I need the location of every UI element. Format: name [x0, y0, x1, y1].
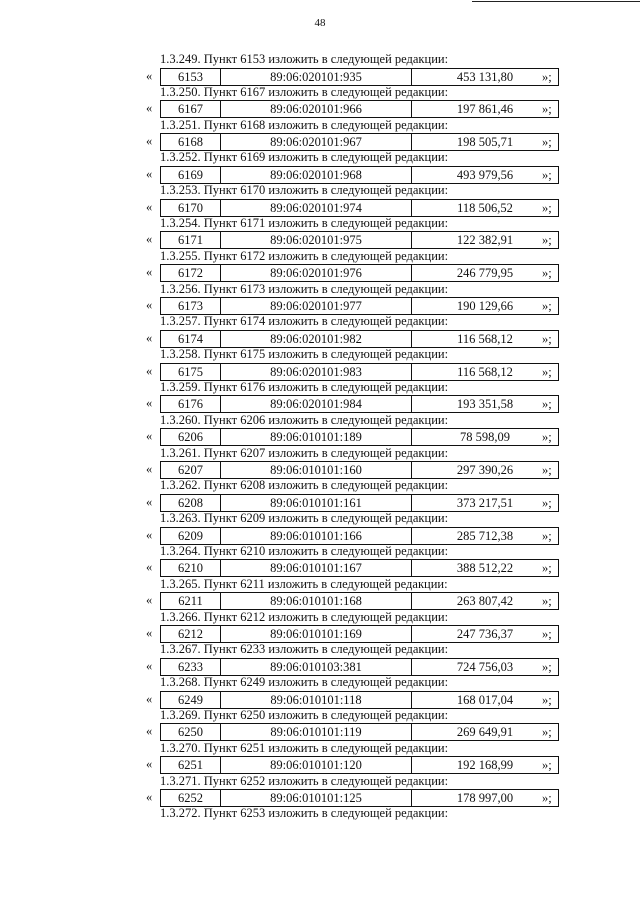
replacement-row	[142, 199, 562, 216]
opening-quote: «	[146, 790, 153, 805]
item-number-cell: 6173	[161, 298, 221, 314]
amendment-item	[0, 741, 640, 774]
table-row	[160, 428, 559, 446]
table-row	[160, 100, 559, 118]
clause-text: 1.3.254. Пункт 6171 изложить в следующей редакции:	[160, 215, 449, 230]
clause-text: 1.3.255. Пункт 6172 изложить в следующей редакции:	[160, 248, 449, 263]
cadastral-number-cell: 89:06:010101:160	[221, 462, 412, 478]
opening-quote: «	[146, 527, 153, 542]
cadastral-number-cell: 89:06:010101:167	[221, 560, 412, 576]
closing-quote: »;	[542, 299, 552, 314]
table-row	[160, 461, 559, 479]
clause-text: 1.3.268. Пункт 6249 изложить в следующей редакции:	[160, 675, 449, 690]
opening-quote: «	[146, 691, 153, 706]
replacement-row	[142, 330, 562, 347]
amendment-item	[0, 249, 640, 282]
item-number-cell: 6208	[161, 495, 221, 511]
item-number-cell: 6153	[161, 69, 221, 85]
item-number-cell: 6174	[161, 331, 221, 347]
closing-quote: »;	[542, 102, 552, 117]
closing-quote: »;	[542, 659, 552, 674]
cadastral-number-cell: 89:06:020101:968	[221, 167, 412, 183]
top-rule	[472, 1, 640, 2]
amount-cell: 285 712,38	[456, 528, 514, 543]
clause-text: 1.3.261. Пункт 6207 изложить в следующей редакции:	[160, 445, 449, 460]
replacement-row	[142, 625, 562, 642]
document-body	[0, 52, 640, 839]
clause-text: 1.3.249. Пункт 6153 изложить в следующей редакции:	[160, 52, 449, 66]
clause-text: 1.3.271. Пункт 6252 изложить в следующей редакции:	[160, 773, 449, 788]
replacement-row	[142, 363, 562, 380]
amount-cell: 493 979,56	[456, 167, 514, 182]
table-row	[160, 756, 559, 774]
closing-quote: »;	[542, 364, 552, 379]
table-row	[160, 231, 559, 249]
item-number-cell: 6211	[161, 593, 221, 609]
replacement-row	[142, 297, 562, 314]
clause-text: 1.3.266. Пункт 6212 изложить в следующей редакции:	[160, 609, 449, 624]
cadastral-number-cell: 89:06:010101:166	[221, 528, 412, 544]
opening-quote: «	[146, 429, 153, 444]
item-number-cell: 6175	[161, 364, 221, 380]
opening-quote: «	[146, 166, 153, 181]
amount-cell: 116 568,12	[457, 364, 513, 379]
clause-text: 1.3.264. Пункт 6210 изложить в следующей редакции:	[160, 543, 449, 558]
clause-text: 1.3.256. Пункт 6173 изложить в следующей редакции:	[160, 281, 449, 296]
clause-text: 1.3.251. Пункт 6168 изложить в следующей редакции:	[160, 117, 449, 132]
clause-text: 1.3.258. Пункт 6175 изложить в следующей редакции:	[160, 347, 449, 362]
replacement-row	[142, 527, 562, 544]
item-number-cell: 6252	[161, 790, 221, 806]
amendment-item	[0, 282, 640, 315]
cadastral-number-cell: 89:06:010101:120	[221, 757, 412, 773]
opening-quote: «	[146, 396, 153, 411]
table-row	[160, 363, 559, 381]
closing-quote: »;	[542, 331, 552, 346]
closing-quote: »;	[542, 495, 552, 510]
replacement-row	[142, 68, 562, 85]
amount-cell: 724 756,03	[456, 659, 514, 674]
opening-quote: «	[146, 330, 153, 345]
replacement-row	[142, 428, 562, 445]
amount-cell: 269 649,91	[456, 725, 514, 740]
amount-cell: 197 861,46	[456, 102, 514, 117]
amendment-list	[0, 52, 640, 806]
amount-cell: 118 506,52	[457, 200, 513, 215]
closing-quote: »;	[542, 791, 552, 806]
item-number-cell: 6168	[161, 134, 221, 150]
amount-cell: 247 736,37	[456, 627, 514, 642]
replacement-row	[142, 658, 562, 675]
table-row	[160, 723, 559, 741]
cadastral-number-cell: 89:06:010101:125	[221, 790, 412, 806]
cadastral-number-cell: 89:06:020101:983	[221, 364, 412, 380]
closing-quote: »;	[542, 397, 552, 412]
closing-quote: »;	[542, 167, 552, 182]
clause-text: 1.3.263. Пункт 6209 изложить в следующей редакции:	[160, 511, 449, 526]
clause-text: 1.3.257. Пункт 6174 изложить в следующей редакции:	[160, 314, 449, 329]
cadastral-number-cell: 89:06:010101:161	[221, 495, 412, 511]
amendment-item	[0, 610, 640, 643]
item-number-cell: 6210	[161, 560, 221, 576]
table-row	[160, 264, 559, 282]
opening-quote: «	[146, 363, 153, 378]
cadastral-number-cell: 89:06:020101:974	[221, 200, 412, 216]
clause-text: 1.3.260. Пункт 6206 изложить в следующей редакции:	[160, 412, 449, 427]
amendment-item	[0, 544, 640, 577]
table-row	[160, 494, 559, 512]
opening-quote: «	[146, 298, 153, 313]
opening-quote: «	[146, 462, 153, 477]
closing-quote: »;	[542, 627, 552, 642]
item-number-cell: 6172	[161, 265, 221, 281]
opening-quote: «	[146, 560, 153, 575]
closing-quote: »;	[542, 758, 552, 773]
cadastral-number-cell: 89:06:010101:189	[221, 429, 412, 445]
opening-quote: «	[146, 134, 153, 149]
opening-quote: «	[146, 494, 153, 509]
clause-text: 1.3.259. Пункт 6176 изложить в следующей редакции:	[160, 379, 449, 394]
amendment-item	[0, 642, 640, 675]
amendment-item	[0, 478, 640, 511]
closing-quote: »;	[542, 430, 552, 445]
amount-cell: 116 568,12	[457, 331, 513, 346]
table-row	[160, 625, 559, 643]
amount-cell: 388 512,22	[456, 561, 514, 576]
opening-quote: «	[146, 265, 153, 280]
amendment-item	[0, 150, 640, 183]
item-number-cell: 6206	[161, 429, 221, 445]
opening-quote: «	[146, 724, 153, 739]
amendment-item	[0, 118, 640, 151]
opening-quote: «	[146, 68, 153, 83]
opening-quote: «	[146, 757, 153, 772]
table-row	[160, 297, 559, 315]
clause-text: 1.3.252. Пункт 6169 изложить в следующей редакции:	[160, 150, 449, 165]
amendment-item	[0, 347, 640, 380]
clause-text: 1.3.265. Пункт 6211 изложить в следующей редакции:	[160, 576, 448, 591]
amount-cell: 78 598,09	[460, 430, 510, 445]
amendment-item	[0, 380, 640, 413]
amount-cell: 373 217,51	[456, 495, 514, 510]
amendment-item	[0, 577, 640, 610]
table-row	[160, 395, 559, 413]
table-row	[160, 527, 559, 545]
item-number-cell: 6167	[161, 101, 221, 117]
amendment-item	[0, 85, 640, 118]
opening-quote: «	[146, 101, 153, 116]
clause-text: 1.3.253. Пункт 6170 изложить в следующей редакции:	[160, 183, 449, 198]
amount-cell: 168 017,04	[456, 692, 514, 707]
amount-cell: 122 382,91	[456, 233, 514, 248]
replacement-row	[142, 231, 562, 248]
item-number-cell: 6176	[161, 396, 221, 412]
clause-text: 1.3.267. Пункт 6233 изложить в следующей редакции:	[160, 642, 449, 657]
cadastral-number-cell: 89:06:020101:975	[221, 232, 412, 248]
opening-quote: «	[146, 626, 153, 641]
replacement-row	[142, 789, 562, 806]
clause-text: 1.3.272. Пункт 6253 изложить в следующей редакции:	[160, 806, 449, 821]
item-number-cell: 6250	[161, 724, 221, 740]
item-number-cell: 6233	[161, 659, 221, 675]
table-row	[160, 658, 559, 676]
amount-cell: 198 505,71	[456, 135, 514, 150]
amount-cell: 193 351,58	[456, 397, 514, 412]
opening-quote: «	[146, 199, 153, 214]
clause-text: 1.3.250. Пункт 6167 изложить в следующей редакции:	[160, 84, 449, 99]
final-clause-block	[0, 806, 640, 839]
closing-quote: »;	[542, 594, 552, 609]
closing-quote: »;	[542, 200, 552, 215]
table-row	[160, 691, 559, 709]
item-number-cell: 6209	[161, 528, 221, 544]
clause-text: 1.3.270. Пункт 6251 изложить в следующей редакции:	[160, 740, 449, 755]
cadastral-number-cell: 89:06:010101:169	[221, 626, 412, 642]
amount-cell: 263 807,42	[456, 594, 514, 609]
amendment-item	[0, 446, 640, 479]
clause-text: 1.3.262. Пункт 6208 изложить в следующей редакции:	[160, 478, 449, 493]
amendment-item	[0, 413, 640, 446]
opening-quote: «	[146, 658, 153, 673]
table-row	[160, 68, 559, 86]
replacement-row	[142, 166, 562, 183]
closing-quote: »;	[542, 233, 552, 248]
amendment-item	[0, 183, 640, 216]
closing-quote: »;	[542, 725, 552, 740]
closing-quote: »;	[542, 463, 552, 478]
cadastral-number-cell: 89:06:020101:977	[221, 298, 412, 314]
closing-quote: »;	[542, 135, 552, 150]
item-number-cell: 6170	[161, 200, 221, 216]
cadastral-number-cell: 89:06:010101:168	[221, 593, 412, 609]
cadastral-number-cell: 89:06:010101:119	[221, 724, 412, 740]
cadastral-number-cell: 89:06:020101:935	[221, 69, 412, 85]
amendment-item	[0, 216, 640, 249]
replacement-row	[142, 559, 562, 576]
table-row	[160, 133, 559, 151]
replacement-row	[142, 100, 562, 117]
closing-quote: »;	[542, 561, 552, 576]
amendment-item	[0, 511, 640, 544]
table-row	[160, 559, 559, 577]
cadastral-number-cell: 89:06:020101:982	[221, 331, 412, 347]
cadastral-number-cell: 89:06:020101:984	[221, 396, 412, 412]
closing-quote: »;	[542, 528, 552, 543]
item-number-cell: 6207	[161, 462, 221, 478]
replacement-row	[142, 691, 562, 708]
replacement-row	[142, 723, 562, 740]
table-row	[160, 789, 559, 807]
amount-cell: 190 129,66	[456, 299, 514, 314]
clause-text: 1.3.269. Пункт 6250 изложить в следующей редакции:	[160, 707, 449, 722]
replacement-row	[142, 461, 562, 478]
replacement-row	[142, 395, 562, 412]
amendment-item	[0, 52, 640, 85]
table-row	[160, 199, 559, 217]
item-number-cell: 6169	[161, 167, 221, 183]
cadastral-number-cell: 89:06:020101:976	[221, 265, 412, 281]
closing-quote: »;	[542, 69, 552, 84]
table-row	[160, 592, 559, 610]
amount-cell: 297 390,26	[456, 463, 514, 478]
amendment-item	[0, 675, 640, 708]
item-number-cell: 6249	[161, 692, 221, 708]
amount-cell: 453 131,80	[456, 69, 514, 84]
replacement-row	[142, 494, 562, 511]
page-number: 48	[314, 17, 326, 29]
amendment-item	[0, 708, 640, 741]
amount-cell: 192 168,99	[456, 758, 514, 773]
opening-quote: «	[146, 593, 153, 608]
amount-cell: 178 997,00	[456, 791, 514, 806]
amendment-item	[0, 314, 640, 347]
replacement-row	[142, 756, 562, 773]
table-row	[160, 166, 559, 184]
amount-cell: 246 779,95	[456, 266, 514, 281]
amendment-item	[0, 774, 640, 807]
closing-quote: »;	[542, 266, 552, 281]
cadastral-number-cell: 89:06:010103:381	[221, 659, 412, 675]
table-row	[160, 330, 559, 348]
cadastral-number-cell: 89:06:010101:118	[221, 692, 412, 708]
opening-quote: «	[146, 232, 153, 247]
item-number-cell: 6171	[161, 232, 221, 248]
closing-quote: »;	[542, 692, 552, 707]
replacement-row	[142, 264, 562, 281]
replacement-row	[142, 133, 562, 150]
cadastral-number-cell: 89:06:020101:966	[221, 101, 412, 117]
cadastral-number-cell: 89:06:020101:967	[221, 134, 412, 150]
replacement-row	[142, 592, 562, 609]
item-number-cell: 6251	[161, 757, 221, 773]
item-number-cell: 6212	[161, 626, 221, 642]
